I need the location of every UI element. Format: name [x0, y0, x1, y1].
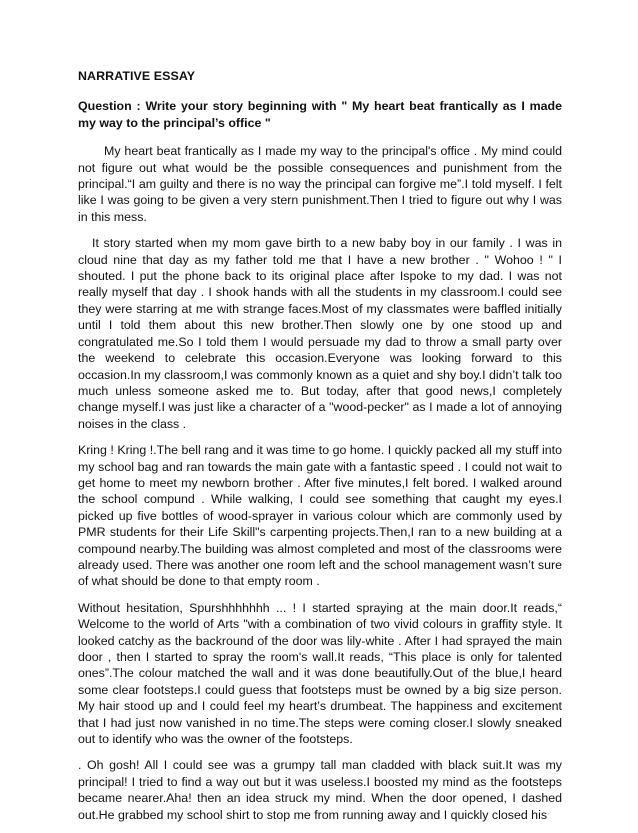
essay-page [78, 68, 562, 833]
paragraph-4: Without hesitation, Spurshhhhhhh ... ! I started spraying at the main door.It reads,“ Welcome to the world of Arts "with a combination of two vivid colours in graffity style. It looked catchy as the backround of the door was lily-white . After I had sprayed the main door , then I started to spray the room's wall.It reads, “This place is only for talented ones”.The colour matched the wall and it was done beautifully.Out of the blue,I heard some clear footsteps.I could guess that footsteps must be owned by a big size person. My hair stood up and I could feel my heart’s drumbeat. The happiness and excitement that I had just now vanished in no time.The steps were coming closer.I slowly sneaked out to identify who was the owner of the footsteps. [78, 600, 562, 747]
paragraph-1: My heart beat frantically as I made my way to the principal's office . My mind could not figure out what would be the possible consequences and punishment from the principal.“I am guilty and there is no way the principal can forgive me”.I told myself. I felt like I was going to be given a very stern punishment.Then I tried to figure out why I was in this mess. [78, 144, 562, 224]
essay-heading: NARRATIVE ESSAY [78, 69, 196, 83]
essay-question: Question : Write your story beginning with " My heart beat frantically as I made my way to the principal’s office " [78, 99, 562, 130]
paragraph-3: Kring ! Kring !.The bell rang and it was time to go home. I quickly packed all my stuff into my school bag and ran towards the main gate with a fantastic speed . I could not wait to get home to meet my newborn brother . After five minutes,I felt bored. I walked around the school compund . While walking, I could see something that caught my eyes.I picked up five bottles of wood-sprayer in various colour which are commonly used by PMR students for their Life Skill"s carpenting projects.Then,I ran to a new building at a compound nearby.The building was almost completed and most of the classrooms were already used. There was another one room left and the school management wasn’t sure of what should be done to that empty room . [78, 443, 562, 589]
paragraph-5: . Oh gosh! All I could see was a grumpy tall man cladded with black suit.It was my principal! I tried to find a way out but it was useless.I boosted my mind as the footsteps became nearer.Aha! then an idea struck my mind. When the door opened, I dashed out.He grabbed my school shirt to stop me from running away and I quickly closed his [78, 758, 562, 822]
paragraph-2: It story started when my mom gave birth to a new baby boy in our family . I was in cloud nine that day as my father told me that I have a new brother . " Wohoo ! " I shouted. I put the phone back to its original place after Ispoke to my dad. I was not really myself that day . I shook hands with all the students in my classroom.I could see they were starring at me with strange faces.Most of my classmates were baffled initially until I told them about this new brother.Then slowly one by one stood up and congratulated me.So I told them I would persuade my dad to throw a small party over the weekend to celebrate this occasion.Everyone was looking forward to this occasion.In my classroom,I was commonly known as a quiet and shy boy.I didn’t talk too much unless someone asked me to. But today, after that good news,I completely change myself.I was just like a character of a "wood-pecker" as I made a lot of annoying noises in the class . [78, 236, 562, 431]
